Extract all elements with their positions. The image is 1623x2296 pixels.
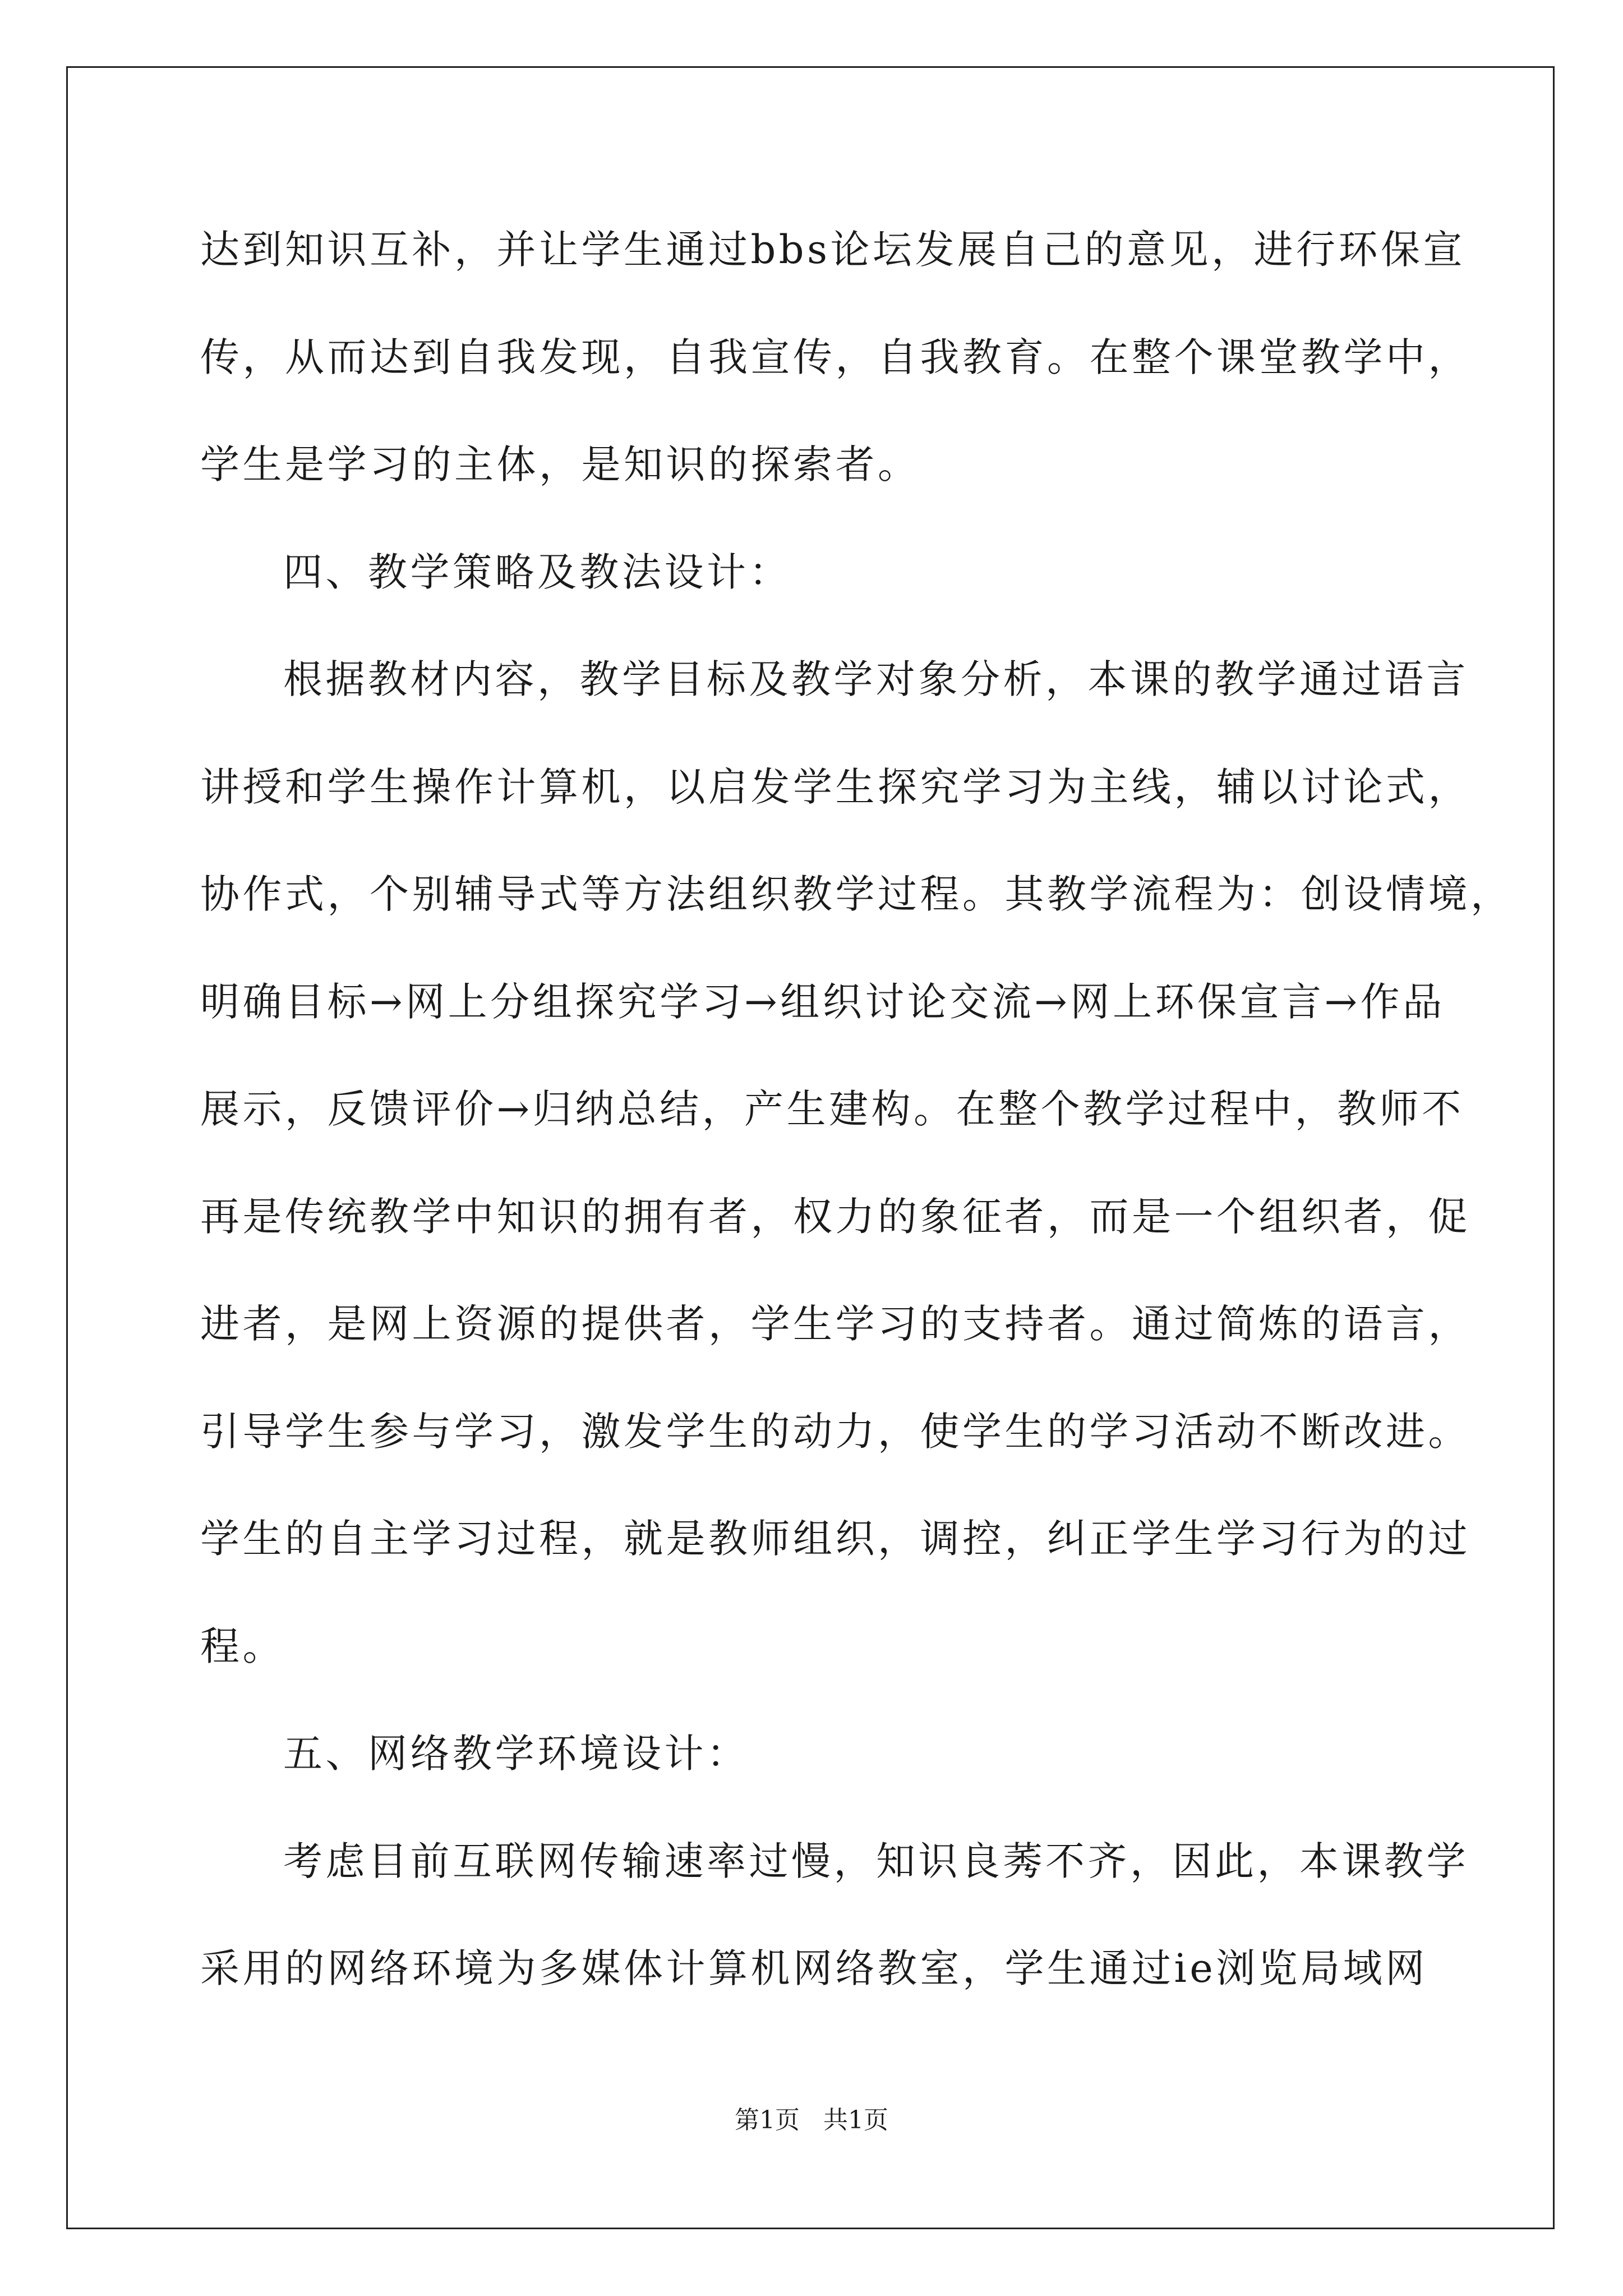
- text-line: 进者，是网上资源的提供者，学生学习的支持者。通过简炼的语言，: [200, 1301, 1470, 1347]
- text-line: 学生是学习的主体，是知识的探索者。: [200, 441, 920, 487]
- section-heading: 四、教学策略及教法设计：: [283, 549, 791, 595]
- text-line: 根据教材内容，教学目标及教学对象分析，本课的教学通过语言: [283, 656, 1469, 702]
- text-line: 程。: [200, 1623, 285, 1669]
- text-line: 学生的自主学习过程，就是教师组织，调控，纠正学生学习行为的过: [200, 1516, 1470, 1562]
- document-body: [200, 222, 1513, 2048]
- page-footer: 第1页 共1页: [735, 2106, 888, 2134]
- text-line: 达到知识互补，并让学生通过bbs论坛发展自己的意见，进行环保宣: [200, 227, 1466, 273]
- text-line: 讲授和学生操作计算机，以启发学生探究学习为主线，辅以讨论式，: [200, 763, 1470, 810]
- text-line: 再是传统教学中知识的拥有者，权力的象征者，而是一个组织者，促: [200, 1193, 1470, 1240]
- text-line: 传，从而达到自我发现，自我宣传，自我教育。在整个课堂教学中，: [200, 334, 1470, 380]
- text-line: 展示，反馈评价→归纳总结，产生建构。在整个教学过程中，教师不: [200, 1086, 1464, 1132]
- text-line: 引导学生参与学习，激发学生的动力，使学生的学习活动不断改进。: [200, 1408, 1470, 1455]
- text-line: 明确目标→网上分组探究学习→组织讨论交流→网上环保宣言→作品: [200, 978, 1445, 1025]
- section-heading: 五、网络教学环境设计：: [283, 1731, 749, 1777]
- text-line: 考虑目前互联网传输速率过慢，知识良莠不齐，因此，本课教学: [283, 1838, 1469, 1884]
- text-line: 采用的网络环境为多媒体计算机网络教室，学生通过ie浏览局域网: [200, 1945, 1428, 1991]
- text-line: 协作式，个别辅导式等方法组织教学过程。其教学流程为：创设情境，: [200, 871, 1513, 917]
